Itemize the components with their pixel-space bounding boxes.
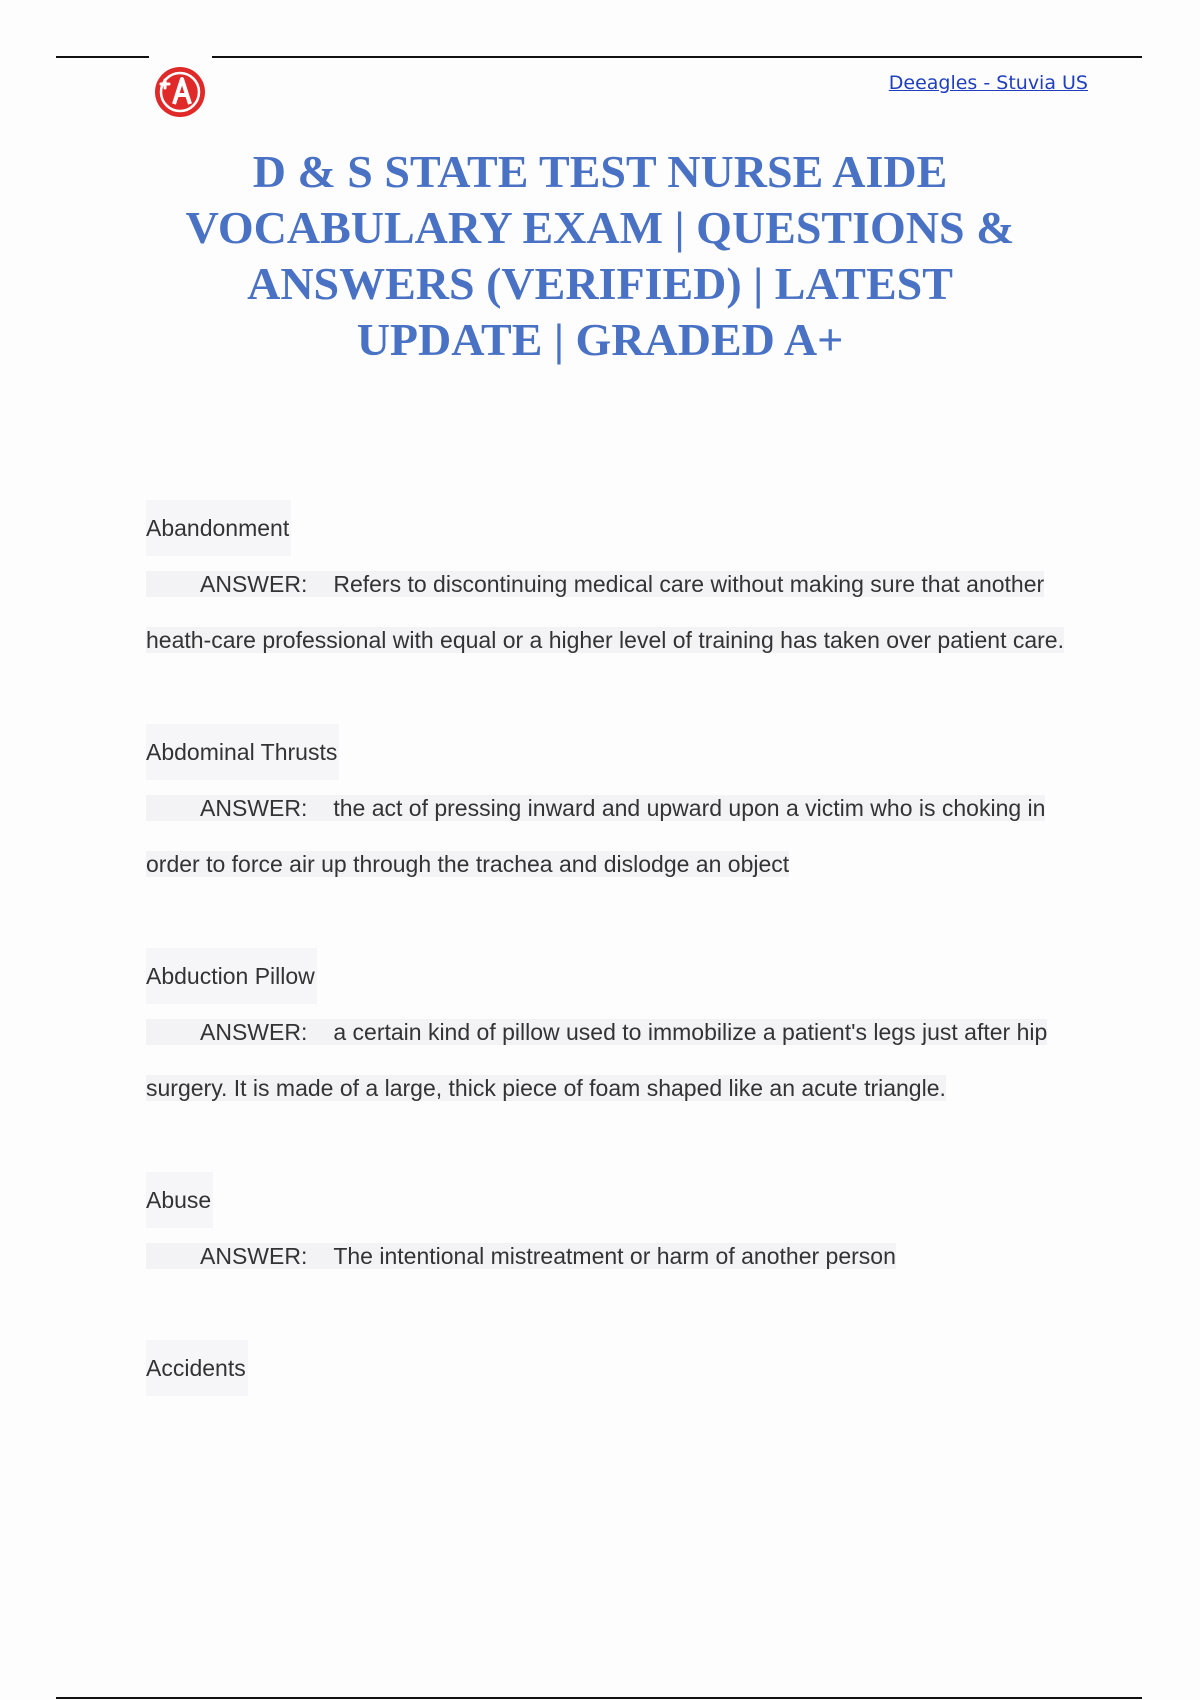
vocab-entry	[146, 724, 1096, 892]
vocab-entry	[146, 1172, 1096, 1284]
vocab-term: Abdominal Thrusts	[146, 724, 339, 780]
brand-logo-icon	[152, 64, 208, 120]
vocab-term: Accidents	[146, 1340, 248, 1396]
answer-label: ANSWER:	[146, 571, 333, 597]
vocab-answer	[146, 780, 1096, 892]
vocab-entry	[146, 500, 1096, 668]
author-store-link[interactable]: Deeagles - Stuvia US	[888, 72, 1088, 94]
vocab-entry	[146, 948, 1096, 1116]
document-title: D & S STATE TEST NURSE AIDE VOCABULARY EXAM | QUESTIONS & ANSWERS (VERIFIED) | LATEST UPDATE | GRADED A+	[185, 146, 1015, 365]
answer-label: ANSWER:	[146, 1019, 333, 1045]
vocab-term: Abduction Pillow	[146, 948, 317, 1004]
vocabulary-list	[146, 500, 1096, 1452]
vocab-answer	[146, 1228, 1096, 1284]
answer-text: The intentional mistreatment or harm of another person	[333, 1243, 896, 1269]
vocab-term: Abandonment	[146, 500, 291, 556]
header-rule-left	[56, 56, 149, 58]
answer-text: the act of pressing inward and upward upon a victim who is choking in order to force air up through the trachea and dislodge an object	[146, 795, 1046, 877]
answer-text: a certain kind of pillow used to immobilize a patient's legs just after hip surgery. It is made of a large, thick piece of foam shaped like an acute triangle.	[146, 1019, 1048, 1101]
answer-text: Refers to discontinuing medical care without making sure that another heath-care professional with equal or a higher level of training has taken over patient care.	[146, 571, 1064, 653]
vocab-answer	[146, 1004, 1096, 1116]
vocab-entry	[146, 1340, 1096, 1396]
footer-rule	[56, 1697, 1142, 1699]
answer-label: ANSWER:	[146, 1243, 333, 1269]
vocab-answer	[146, 556, 1096, 668]
header-rule-right	[212, 56, 1142, 58]
answer-label: ANSWER:	[146, 795, 333, 821]
vocab-term: Abuse	[146, 1172, 213, 1228]
